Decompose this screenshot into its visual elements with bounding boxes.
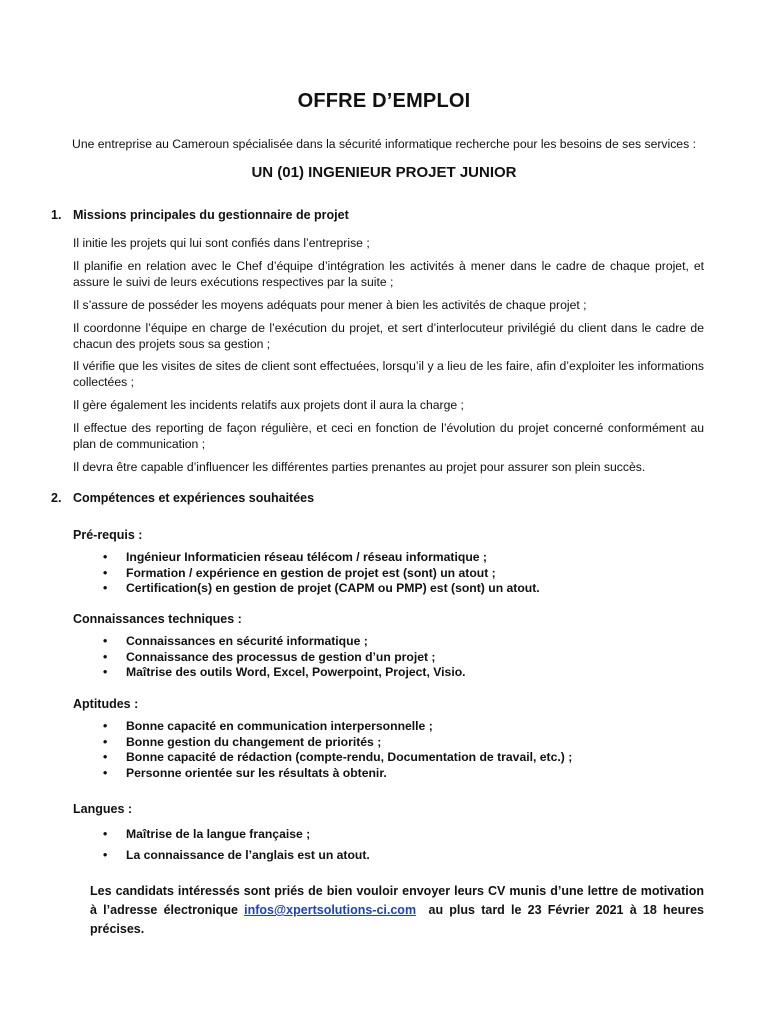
- closing-paragraph: [90, 882, 708, 939]
- section2-heading: [51, 491, 314, 505]
- list-item: • Bonne gestion du changement de priorités ;: [103, 735, 572, 751]
- aptitudes-heading: Aptitudes :: [73, 697, 139, 711]
- list-item: • Maîtrise des outils Word, Excel, Powerpoint, Project, Visio.: [103, 665, 466, 681]
- mission-paragraph: Il initie les projets qui lui sont confiés dans l’entreprise ;: [73, 236, 370, 250]
- email-link[interactable]: infos@xpertsolutions-ci.com: [244, 903, 417, 917]
- list-item: • Connaissance des processus de gestion d’un projet ;: [103, 650, 466, 666]
- list-item: • Connaissances en sécurité informatique ;: [103, 634, 466, 650]
- langues-heading: Langues :: [73, 802, 133, 816]
- section2-title: Compétences et expériences souhaitées: [73, 491, 315, 505]
- section2-number: 2.: [51, 491, 62, 505]
- section1-heading: [51, 208, 349, 222]
- mission-paragraph: Il planifie en relation avec le Chef d’équipe d’intégration les activités à mener dans le cadre de chaque projet, et assure le suivi de leurs exécutions respectives par la suite ;: [73, 259, 704, 289]
- section1-number: 1.: [51, 208, 62, 222]
- langues-list: [103, 827, 370, 863]
- prerequis-heading: Pré-requis :: [73, 528, 143, 542]
- list-item: • Formation / expérience en gestion de projet est (sont) un atout ;: [103, 566, 540, 582]
- aptitudes-list: [103, 719, 572, 781]
- mission-paragraph: Il coordonne l’équipe en charge de l’exécution du projet, et sert d’interlocuteur privilégié du client dans le cadre de chacun des projets sous sa gestion ;: [73, 321, 704, 351]
- mission-paragraph: Il s’assure de posséder les moyens adéquats pour mener à bien les activités de chaque projet ;: [73, 298, 587, 312]
- list-item: • Bonne capacité de rédaction (compte-rendu, Documentation de travail, etc.) ;: [103, 750, 572, 766]
- list-item: • Bonne capacité en communication interpersonnelle ;: [103, 719, 572, 735]
- list-item: • Personne orientée sur les résultats à obtenir.: [103, 766, 572, 782]
- position-title: UN (01) INGENIEUR PROJET JUNIOR: [251, 164, 517, 181]
- page-title: OFFRE D’EMPLOI: [297, 90, 471, 112]
- closing-text-before: Les candidats intéressés sont priés de bien vouloir envoyer leurs CV munis d’une lettre de motivation à l’adresse électronique: [90, 884, 704, 917]
- list-item: • La connaissance de l’anglais est un atout.: [103, 848, 370, 864]
- closing-text-after: au plus tard le 23 Février 2021 à 18 heures précises.: [90, 903, 708, 936]
- list-item: • Ingénieur Informaticien réseau télécom / réseau informatique ;: [103, 550, 540, 566]
- list-item: • Maîtrise de la langue française ;: [103, 827, 370, 843]
- connaissances-list: [103, 634, 466, 681]
- mission-paragraph: Il vérifie que les visites de sites de client sont effectuées, lorsqu’il y a lieu de les faire, afin d’exploiter les informations collectées ;: [73, 359, 704, 389]
- list-item: • Certification(s) en gestion de projet (CAPM ou PMP) est (sont) un atout.: [103, 581, 540, 597]
- section1-title: Missions principales du gestionnaire de projet: [73, 208, 349, 222]
- prerequis-list: [103, 550, 540, 597]
- mission-paragraph: Il effectue des reporting de façon régulière, et ceci en fonction de l’évolution du projet concerné conformément au plan de communication ;: [73, 421, 704, 451]
- mission-paragraph: Il gère également les incidents relatifs aux projets dont il aura la charge ;: [73, 398, 464, 412]
- mission-paragraph: Il devra être capable d’influencer les différentes parties prenantes au projet pour assurer son plein succès.: [73, 460, 646, 474]
- intro-text: Une entreprise au Cameroun spécialisée dans la sécurité informatique recherche pour les besoins de ses services :: [72, 137, 696, 151]
- connaissances-heading: Connaissances techniques :: [73, 612, 242, 626]
